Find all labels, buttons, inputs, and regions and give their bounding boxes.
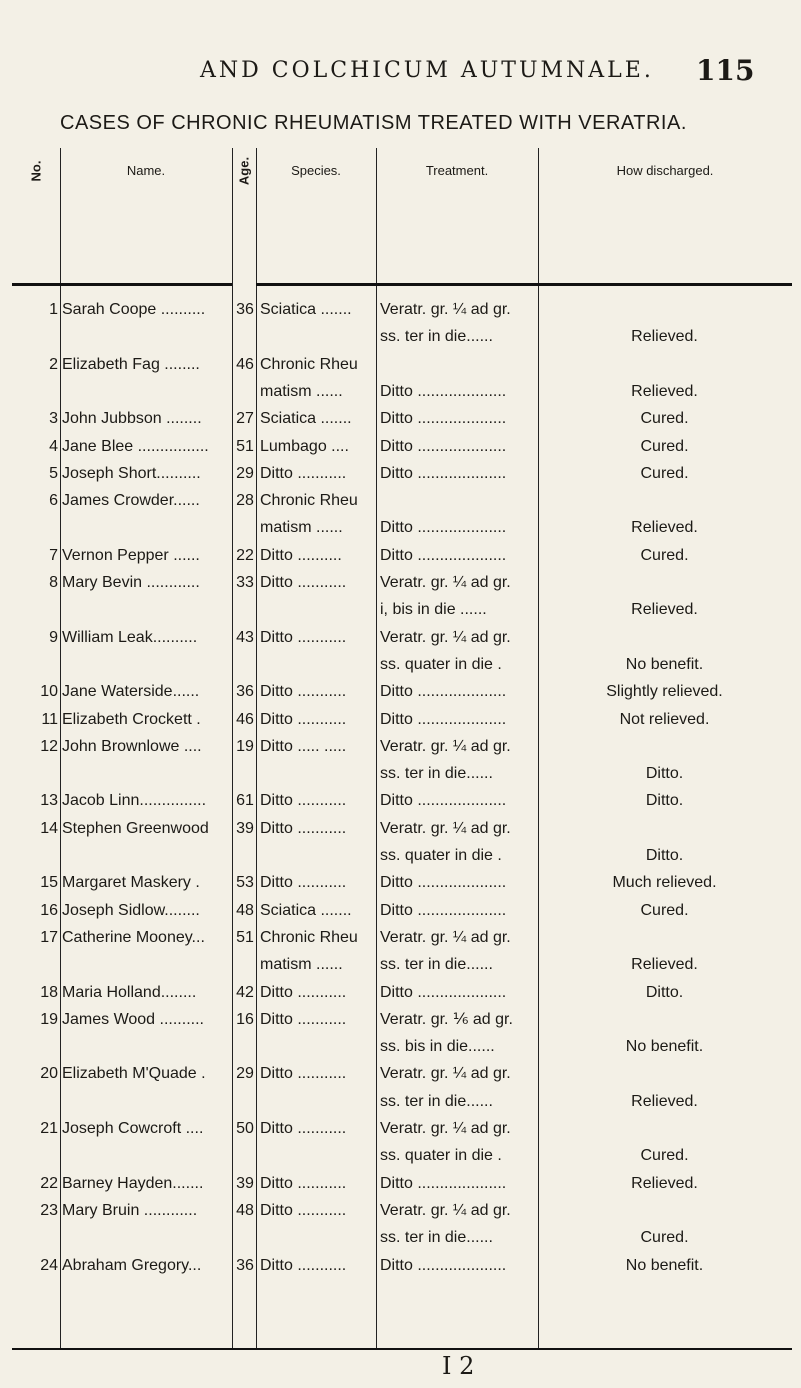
patient-name [62, 1088, 252, 1115]
discharge-outcome: Cured. [640, 410, 689, 428]
patient-name [62, 323, 252, 350]
discharge-outcome [537, 1060, 792, 1087]
treatment-text: Ditto .................... [380, 1174, 507, 1192]
condition-species [260, 760, 372, 787]
patient-name: Vernon Pepper ...... [62, 546, 200, 564]
patient-age: 48 [236, 1201, 254, 1219]
discharge-outcome: Relieved. [631, 519, 698, 537]
column-header-name: Name. [126, 163, 166, 178]
treatment-text: Veratr. gr. ⅙ ad gr. [380, 1010, 513, 1028]
table-row [12, 979, 792, 1006]
discharge-outcome: Ditto. [645, 765, 684, 783]
case-number: 2 [49, 355, 58, 373]
case-number: 9 [49, 628, 58, 646]
case-number: 14 [40, 819, 58, 837]
patient-age: 29 [236, 1065, 254, 1083]
table-row [12, 1252, 792, 1279]
case-number: 7 [49, 546, 58, 564]
case-number: 10 [40, 683, 58, 701]
page-header [0, 52, 801, 92]
patient-name: Barney Hayden....... [62, 1174, 204, 1192]
case-number: 5 [49, 464, 58, 482]
treatment-text: ss. bis in die...... [380, 1038, 495, 1056]
treatment-text: ss. quater in die . [380, 847, 502, 864]
patient-name: Stephen Greenwood [62, 819, 209, 837]
patient-age [234, 1142, 256, 1169]
case-number: 18 [40, 983, 58, 1001]
case-number: 3 [49, 410, 58, 428]
condition-species: Ditto ........... [260, 874, 347, 892]
patient-age: 51 [236, 437, 254, 455]
case-number [12, 651, 58, 678]
discharge-outcome: Relieved. [631, 601, 698, 619]
condition-species: matism ...... [260, 519, 343, 537]
patient-name [62, 596, 252, 623]
treatment-text: Ditto .................... [380, 792, 507, 810]
discharge-outcome [537, 733, 792, 760]
table-row [12, 596, 792, 623]
condition-species: Ditto ........... [260, 983, 347, 1001]
patient-age [234, 514, 256, 541]
treatment-text: Ditto .................... [380, 710, 507, 728]
table-row [12, 842, 792, 869]
patient-age: 43 [236, 628, 254, 646]
patient-name [62, 1224, 252, 1251]
treatment-text: Veratr. gr. ¼ ad gr. [380, 1065, 511, 1083]
patient-name [62, 514, 252, 541]
discharge-outcome: Relieved. [631, 1174, 698, 1192]
patient-name [62, 842, 252, 869]
discharge-outcome: Ditto. [645, 847, 684, 864]
table-row [12, 1170, 792, 1197]
condition-species [260, 1088, 372, 1115]
patient-age: 53 [236, 874, 254, 892]
treatment-text: Ditto .................... [380, 410, 507, 428]
case-number: 22 [40, 1174, 58, 1192]
table-title: CASES OF CHRONIC RHEUMATISM TREATED WITH VERATRIA. [60, 112, 687, 134]
patient-age: 33 [236, 574, 254, 591]
treatment-text: Ditto .................... [380, 983, 507, 1001]
table-row [12, 569, 792, 596]
table-row [12, 869, 792, 896]
condition-species: Ditto ........... [260, 574, 347, 591]
patient-age: 39 [236, 1174, 254, 1192]
case-number [12, 378, 58, 405]
condition-species [260, 596, 372, 623]
patient-name: Jane Waterside...... [62, 683, 200, 701]
condition-species: Chronic Rheu [260, 355, 358, 373]
condition-species: Ditto ..... ..... [260, 737, 347, 755]
patient-name: Sarah Coope .......... [62, 301, 206, 318]
condition-species: Chronic Rheu [260, 928, 358, 946]
condition-species [260, 1142, 372, 1169]
patient-age [234, 651, 256, 678]
case-number: 19 [40, 1010, 58, 1028]
patient-age: 28 [236, 492, 254, 510]
condition-species [260, 1033, 372, 1060]
table-row [12, 378, 792, 405]
patient-name: Elizabeth Fag ........ [62, 355, 200, 373]
discharge-outcome: Cured. [640, 464, 689, 482]
table-row [12, 1033, 792, 1060]
patient-age [234, 842, 256, 869]
discharge-outcome: Cured. [640, 1147, 689, 1165]
treatment-text: Ditto .................... [380, 901, 507, 919]
patient-age [234, 1088, 256, 1115]
table-row [12, 1142, 792, 1169]
discharge-outcome: Cured. [640, 901, 689, 919]
table-row [12, 706, 792, 733]
patient-age [234, 378, 256, 405]
table-row [12, 433, 792, 460]
discharge-outcome: No benefit. [625, 1038, 704, 1056]
column-header-treatment: Treatment. [425, 163, 489, 178]
patient-age: 22 [236, 546, 254, 564]
discharge-outcome: No benefit. [625, 655, 704, 673]
patient-name: Joseph Cowcroft .... [62, 1120, 204, 1137]
case-number [12, 1142, 58, 1169]
patient-name: James Wood .......... [62, 1010, 204, 1028]
condition-species: Ditto ........... [260, 1174, 347, 1192]
treatment-text: Veratr. gr. ¼ ad gr. [380, 301, 511, 318]
treatment-text: Ditto .................... [380, 1256, 507, 1274]
table-row [12, 460, 792, 487]
patient-age: 19 [236, 737, 254, 755]
discharge-outcome [537, 924, 792, 951]
treatment-text [380, 487, 540, 514]
table-row [12, 787, 792, 814]
patient-age: 36 [236, 301, 254, 318]
condition-species: Ditto ........... [260, 1201, 347, 1219]
table-row [12, 542, 792, 569]
patient-age: 48 [236, 901, 254, 919]
patient-age: 29 [236, 464, 254, 482]
patient-name: Jane Blee ................ [62, 437, 209, 455]
treatment-text: Veratr. gr. ¼ ad gr. [380, 1201, 511, 1219]
table-row [12, 1088, 792, 1115]
condition-species: Sciatica ....... [260, 410, 352, 428]
patient-age: 36 [236, 1256, 254, 1274]
discharge-outcome [537, 1115, 792, 1142]
case-number: 15 [40, 874, 58, 892]
treatment-text: Veratr. gr. ¼ ad gr. [380, 819, 511, 837]
discharge-outcome: Cured. [640, 546, 689, 564]
patient-name: Joseph Short.......... [62, 464, 201, 482]
header-rule [538, 283, 792, 286]
case-number: 24 [40, 1256, 58, 1274]
condition-species: Sciatica ....... [260, 301, 352, 318]
condition-species: Ditto ........... [260, 683, 347, 701]
discharge-outcome [537, 1197, 792, 1224]
discharge-outcome: Relieved. [631, 382, 698, 400]
case-number: 4 [49, 437, 58, 455]
treatment-text: Veratr. gr. ¼ ad gr. [380, 628, 511, 646]
patient-age [234, 323, 256, 350]
table-row [12, 651, 792, 678]
case-number: 17 [40, 928, 58, 946]
patient-name [62, 1033, 252, 1060]
patient-name [62, 378, 252, 405]
discharge-outcome: Relieved. [631, 956, 698, 974]
table-row [12, 951, 792, 978]
discharge-outcome [537, 569, 792, 596]
patient-age: 50 [236, 1120, 254, 1137]
running-title: AND COLCHICUM AUTUMNALE. [200, 58, 654, 83]
condition-species: Ditto ........... [260, 1120, 347, 1137]
column-header-outcome: How discharged. [616, 163, 714, 178]
case-number [12, 1088, 58, 1115]
treatment-text: Ditto .................... [380, 546, 507, 564]
case-number [12, 514, 58, 541]
condition-species: matism ...... [260, 382, 343, 400]
treatment-text: ss. ter in die...... [380, 1092, 493, 1110]
treatment-text: Veratr. gr. ¼ ad gr. [380, 737, 511, 755]
patient-name: Maria Holland........ [62, 983, 197, 1001]
discharge-outcome: Not relieved. [619, 710, 710, 728]
discharge-outcome: Ditto. [645, 792, 684, 810]
case-number: 13 [40, 792, 58, 810]
case-number [12, 323, 58, 350]
treatment-text [380, 351, 540, 378]
patient-name: Margaret Maskery . [62, 874, 200, 892]
patient-age: 51 [236, 928, 254, 946]
table-bottom-rule [12, 1348, 792, 1350]
patient-age [234, 951, 256, 978]
patient-name: Catherine Mooney... [62, 928, 205, 946]
condition-species [260, 842, 372, 869]
treatment-text: Veratr. gr. ¼ ad gr. [380, 1120, 511, 1137]
table-row [12, 678, 792, 705]
table-row [12, 760, 792, 787]
discharge-outcome: Relieved. [631, 328, 698, 346]
header-rule [376, 283, 538, 286]
patient-age: 16 [236, 1010, 254, 1028]
patient-name: Jacob Linn............... [62, 792, 207, 810]
treatment-text: ss. ter in die...... [380, 956, 493, 974]
table-row [12, 1060, 792, 1087]
treatment-text: ss. quater in die . [380, 655, 502, 673]
patient-age [234, 596, 256, 623]
table-row [12, 733, 792, 760]
condition-species: Ditto ........... [260, 1065, 347, 1083]
table-row [12, 351, 792, 378]
patient-name [62, 760, 252, 787]
table-row [12, 514, 792, 541]
patient-age [234, 1033, 256, 1060]
condition-species [260, 651, 372, 678]
condition-species: Ditto ........... [260, 710, 347, 728]
table-row [12, 323, 792, 350]
discharge-outcome [537, 296, 792, 323]
discharge-outcome: Slightly relieved. [606, 683, 723, 701]
patient-name: Mary Bevin ............ [62, 574, 200, 591]
treatment-text: Ditto .................... [380, 874, 507, 892]
case-number: 16 [40, 901, 58, 919]
discharge-outcome [537, 1006, 792, 1033]
column-header-species: Species. [291, 163, 341, 178]
column-header-no: No. [28, 160, 44, 182]
discharge-outcome [537, 351, 792, 378]
patient-name: John Brownlowe .... [62, 737, 202, 755]
patient-age: 39 [236, 819, 254, 837]
treatment-text: ss. ter in die...... [380, 765, 493, 783]
treatment-text: Ditto .................... [380, 519, 507, 537]
patient-name: Elizabeth Crockett . [62, 710, 201, 728]
treatment-text: ss. quater in die . [380, 1147, 502, 1165]
discharge-outcome [537, 815, 792, 842]
patient-name [62, 651, 252, 678]
case-number [12, 951, 58, 978]
table-row [12, 296, 792, 323]
patient-name: John Jubbson ........ [62, 410, 202, 428]
table-row [12, 815, 792, 842]
case-number [12, 842, 58, 869]
patient-name: Abraham Gregory... [62, 1256, 202, 1274]
discharge-outcome: Cured. [640, 1229, 689, 1247]
patient-name: Mary Bruin ............ [62, 1201, 198, 1219]
treatment-text: ss. ter in die...... [380, 328, 493, 346]
case-number: 20 [40, 1065, 58, 1083]
condition-species [260, 1224, 372, 1251]
condition-species: Sciatica ....... [260, 901, 352, 919]
table-row [12, 1115, 792, 1142]
discharge-outcome: Ditto. [645, 983, 684, 1001]
table-row [12, 924, 792, 951]
condition-species: Lumbago .... [260, 437, 349, 455]
patient-age [234, 1224, 256, 1251]
patient-age: 61 [236, 792, 254, 810]
patient-age: 46 [236, 710, 254, 728]
condition-species [260, 323, 372, 350]
case-number [12, 1033, 58, 1060]
condition-species: Ditto ........... [260, 1256, 347, 1274]
treatment-text: Ditto .................... [380, 464, 507, 482]
patient-age: 46 [236, 355, 254, 373]
page-number: 115 [696, 54, 755, 87]
condition-species: Ditto ........... [260, 1010, 347, 1028]
case-number: 8 [49, 574, 58, 591]
table-row [12, 405, 792, 432]
case-number: 23 [40, 1201, 58, 1219]
header-rule [256, 283, 376, 286]
treatment-text: i, bis in die ...... [380, 601, 487, 619]
column-header-age: Age. [236, 156, 252, 186]
condition-species: Chronic Rheu [260, 492, 358, 510]
treatment-text: ss. ter in die...... [380, 1229, 493, 1247]
case-number: 12 [40, 737, 58, 755]
table-row [12, 487, 792, 514]
case-number: 1 [49, 301, 58, 318]
patient-age: 36 [236, 683, 254, 701]
condition-species: Ditto ........... [260, 628, 347, 646]
patient-name: Elizabeth M'Quade . [62, 1065, 206, 1083]
patient-age: 42 [236, 983, 254, 1001]
case-number: 11 [41, 710, 58, 728]
header-rule [12, 283, 60, 286]
patient-name [62, 1142, 252, 1169]
table-row [12, 624, 792, 651]
cases-table [12, 148, 792, 1350]
patient-name: Joseph Sidlow........ [62, 901, 200, 919]
patient-age [234, 760, 256, 787]
discharge-outcome: Much relieved. [612, 874, 717, 892]
discharge-outcome: Cured. [640, 437, 689, 455]
discharge-outcome: No benefit. [625, 1256, 704, 1274]
patient-age: 27 [236, 410, 254, 428]
discharge-outcome [537, 624, 792, 651]
case-number: 6 [49, 492, 58, 510]
patient-name [62, 951, 252, 978]
signature-mark: I 2 [442, 1352, 475, 1380]
case-number [12, 1224, 58, 1251]
treatment-text: Ditto .................... [380, 437, 507, 455]
table-row [12, 1197, 792, 1224]
condition-species: Ditto ........... [260, 819, 347, 837]
treatment-text: Veratr. gr. ¼ ad gr. [380, 574, 511, 591]
condition-species: Ditto ........... [260, 464, 347, 482]
table-row [12, 897, 792, 924]
condition-species: matism ...... [260, 956, 343, 974]
case-number [12, 760, 58, 787]
patient-name: William Leak.......... [62, 628, 198, 646]
case-number [12, 596, 58, 623]
treatment-text: Ditto .................... [380, 382, 507, 400]
treatment-text: Ditto .................... [380, 683, 507, 701]
discharge-outcome: Relieved. [631, 1092, 698, 1110]
table-row [12, 1006, 792, 1033]
table-row [12, 1224, 792, 1251]
treatment-text: Veratr. gr. ¼ ad gr. [380, 928, 511, 946]
condition-species: Ditto ........... [260, 792, 347, 810]
header-rule [60, 283, 232, 286]
condition-species: Ditto .......... [260, 546, 342, 564]
discharge-outcome [537, 487, 792, 514]
case-number: 21 [40, 1120, 58, 1137]
patient-name: James Crowder...... [62, 492, 200, 510]
